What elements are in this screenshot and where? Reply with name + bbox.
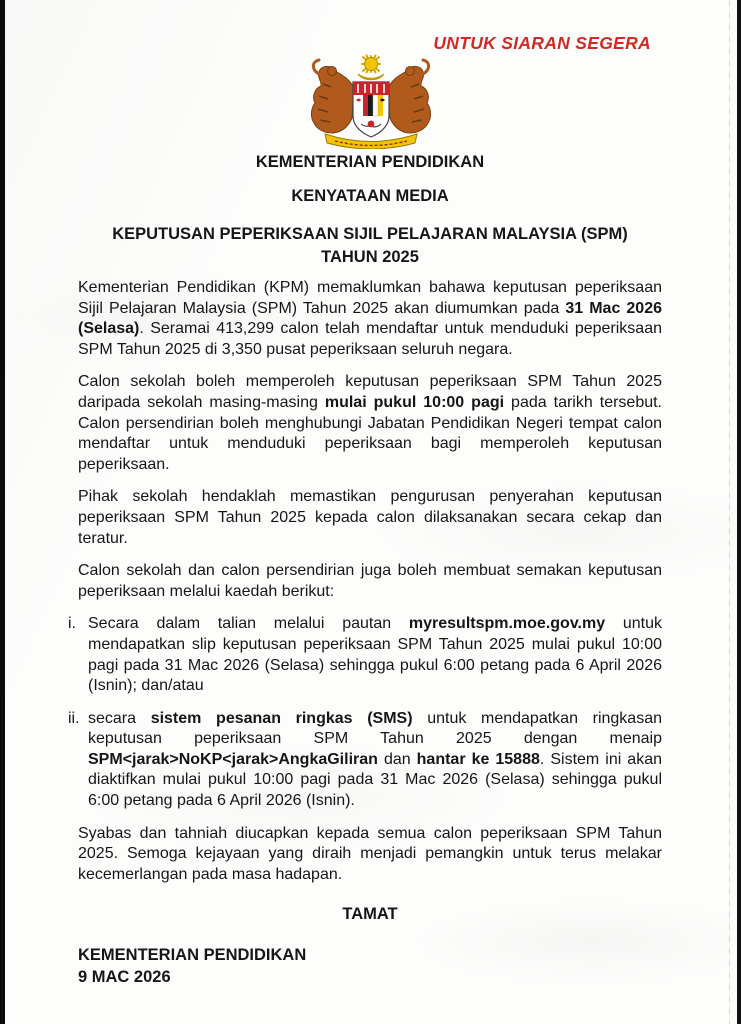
shield-icon [353, 82, 389, 137]
paragraph-check-methods-intro: Calon sekolah dan calon persendirian juga boleh membuat semakan keputusan peperiksaan melalui kaedah berikut: [78, 562, 662, 600]
list-item-sms-check-text: secara sistem pesanan ringkas (SMS) untuk mendapatkan ringkasan keputusan peperiksaan SPM Tahun 2025 dengan menaip SPM<jarak>NoKP<jarak>AngkaGiliran dan hantar ke 15888. Sistem ini akan diaktifkan mulai pukul 10:00 pagi pada 31 Mac 2026 (Selasa) sehingga pukul 6:00 petang pada 6 April 2026 (Isnin). [88, 709, 662, 810]
tiger-right-icon [388, 60, 431, 133]
paragraph-school-instruction: Pihak sekolah hendaklah memastikan pengurusan penyerahan keputusan peperiksaan SPM Tahun 2025 kepada calon dilaksanakan secara cekap dan teratur. [78, 488, 662, 547]
doctype-header: KENYATAAN MEDIA [291, 187, 449, 205]
document-body [68, 152, 663, 988]
release-tag: UNTUK SIARAN SEGERA [433, 33, 651, 53]
list-marker-i: i. [68, 615, 76, 633]
document-title [78, 223, 662, 269]
document-title-line1: KEPUTUSAN PEPERIKSAAN SIJIL PELAJARAN MALAYSIA (SPM) [112, 225, 628, 243]
check-methods-list [68, 614, 662, 811]
paper-fold-line [729, 0, 730, 1024]
signoff-organization: KEMENTERIAN PENDIDIKAN [78, 946, 307, 965]
photo-edge-left [0, 0, 5, 1024]
paragraph-congratulations: Syabas dan tahniah diucapkan kepada semua calon peperiksaan SPM Tahun 2025. Semoga kejayaan yang diraih menjadi pemangkin untuk terus melakar kecemerlangan pada masa hadapan. [78, 824, 662, 883]
paragraph-collection-info: Calon sekolah boleh memperoleh keputusan peperiksaan SPM Tahun 2025 daripada sekolah masing-masing mulai pukul 10:00 pagi pada tarikh tersebut. Calon persendirian boleh menghubungi Jabatan Pendidikan Negeri tempat calon mendaftar untuk menduduki peperiksaan bagi memperoleh keputusan peperiksaan. [78, 373, 663, 473]
ministry-header: KEMENTERIAN PENDIDIKAN [255, 153, 485, 171]
signoff-block [78, 945, 662, 988]
end-mark: TAMAT [342, 905, 398, 924]
list-item-online-check-text: Secara dalam talian melalui pautan myresultspm.moe.gov.my untuk mendapatkan slip keputusan peperiksaan SPM Tahun 2025 mulai pukul 10:00 pagi pada 31 Mac 2026 (Selasa) sehingga pukul 6:00 petang pada 6 April 2026 (Isnin); dan/atau [88, 615, 662, 695]
tiger-left-icon [311, 60, 354, 133]
photo-edge-right [737, 0, 741, 1024]
list-item-online-check [68, 614, 662, 696]
paragraph-announcement: Kementerian Pendidikan (KPM) memaklumkan bahawa keputusan peperiksaan Sijil Pelajaran Malaysia (SPM) Tahun 2025 akan diumumkan pada 31 Mac 2026 (Selasa). Seramai 413,299 calon telah mendaftar untuk menduduki peperiksaan SPM Tahun 2025 di 3,350 pusat peperiksaan seluruh negara. [78, 279, 663, 358]
list-marker-ii: ii. [68, 709, 80, 727]
list-item-sms-check [68, 709, 662, 812]
document-title-line2: TAHUN 2025 [321, 248, 419, 266]
signoff-date: 9 MAC 2026 [78, 967, 171, 986]
malaysia-coat-of-arms-icon [301, 54, 441, 149]
crescent-star-icon [358, 56, 384, 80]
